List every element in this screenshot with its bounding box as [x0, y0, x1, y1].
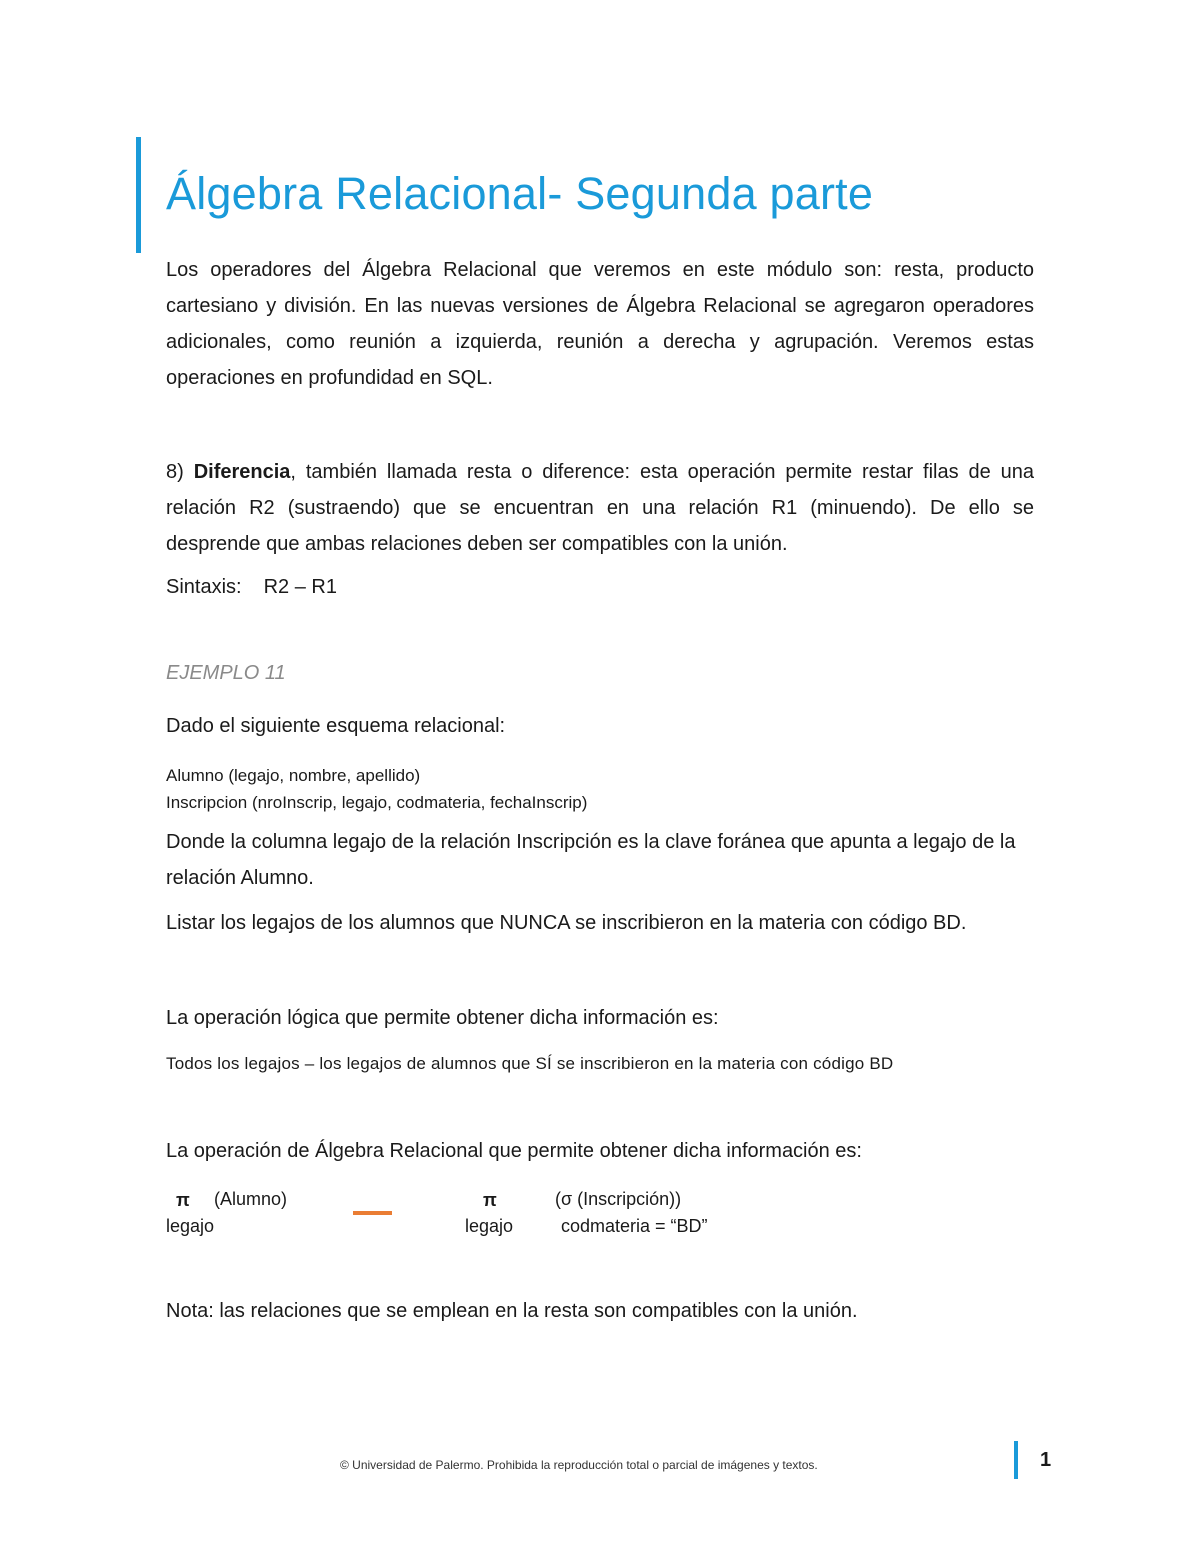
difference-number: 8) [166, 461, 184, 483]
difference-term: Diferencia [193, 461, 291, 483]
schema-relation-alumno: Alumno (legajo, nombre, apellido) [166, 766, 421, 785]
title-accent-bar [136, 137, 141, 253]
page-title: Álgebra Relacional- Segunda parte [166, 168, 874, 219]
projection-symbol-1: π [176, 1190, 190, 1210]
query-statement: Listar los legajos de los alumnos que NUNCA se inscribieron en la materia con código BD. [166, 912, 967, 934]
formula-subscript-1: legajo [166, 1216, 215, 1236]
algebra-operation-title: La operación de Álgebra Relacional que permite obtener dicha información es: [166, 1140, 862, 1162]
syntax-label: Sintaxis: [166, 576, 242, 598]
formula-relation-2: (σ (Inscripción)) [555, 1189, 682, 1209]
logic-operation-title: La operación lógica que permite obtener dicha información es: [166, 1007, 719, 1029]
formula-selection-condition: codmateria = “BD” [561, 1216, 708, 1236]
note-paragraph: Nota: las relaciones que se emplean en la resta son compatibles con la unión. [166, 1300, 858, 1322]
footer-accent-bar [1014, 1441, 1018, 1479]
foreign-key-paragraph: Donde la columna legajo de la relación Inscripción es la clave foránea que apunta a legajo de la relación Alumno. [166, 831, 1016, 889]
logic-operation: Todos los legajos – los legajos de alumnos que SÍ se inscribieron en la materia con código BD [166, 1054, 894, 1073]
difference-paragraph [166, 454, 1034, 562]
formula-subscript-2: legajo [465, 1216, 514, 1236]
intro-paragraph: Los operadores del Álgebra Relacional que veremos en este módulo son: resta, producto cartesiano y división. En las nuevas versiones de Álgebra Relacional se agregaron operadores adicionales, como reunión a izquierda, reunión a derecha y agrupación. Veremos estas operaciones en profundidad en SQL. [166, 259, 1034, 389]
page-number: 1 [1040, 1449, 1052, 1471]
syntax-expression: R2 – R1 [263, 576, 337, 598]
example-label: EJEMPLO 11 [166, 662, 286, 684]
schema-relation-inscripcion: Inscripcion (nroInscrip, legajo, codmateria, fechaInscrip) [166, 793, 588, 812]
schema-title: Dado el siguiente esquema relacional: [166, 715, 506, 737]
projection-symbol-2: π [483, 1190, 497, 1210]
minus-operator [353, 1211, 392, 1215]
relational-schema [166, 762, 587, 816]
difference-text: , también llamada resta o diference: esta operación permite restar filas de una relación R2 (sustraendo) que se encuentran en una relación R1 (minuendo). De ello se desprende que ambas relaciones deben ser compatibles con la unión. [166, 461, 1035, 555]
formula-relation-1: (Alumno) [214, 1189, 288, 1209]
footer-copyright: © Universidad de Palermo. Prohibida la reproducción total o parcial de imágenes y textos. [340, 1458, 818, 1472]
syntax-line [166, 576, 337, 599]
